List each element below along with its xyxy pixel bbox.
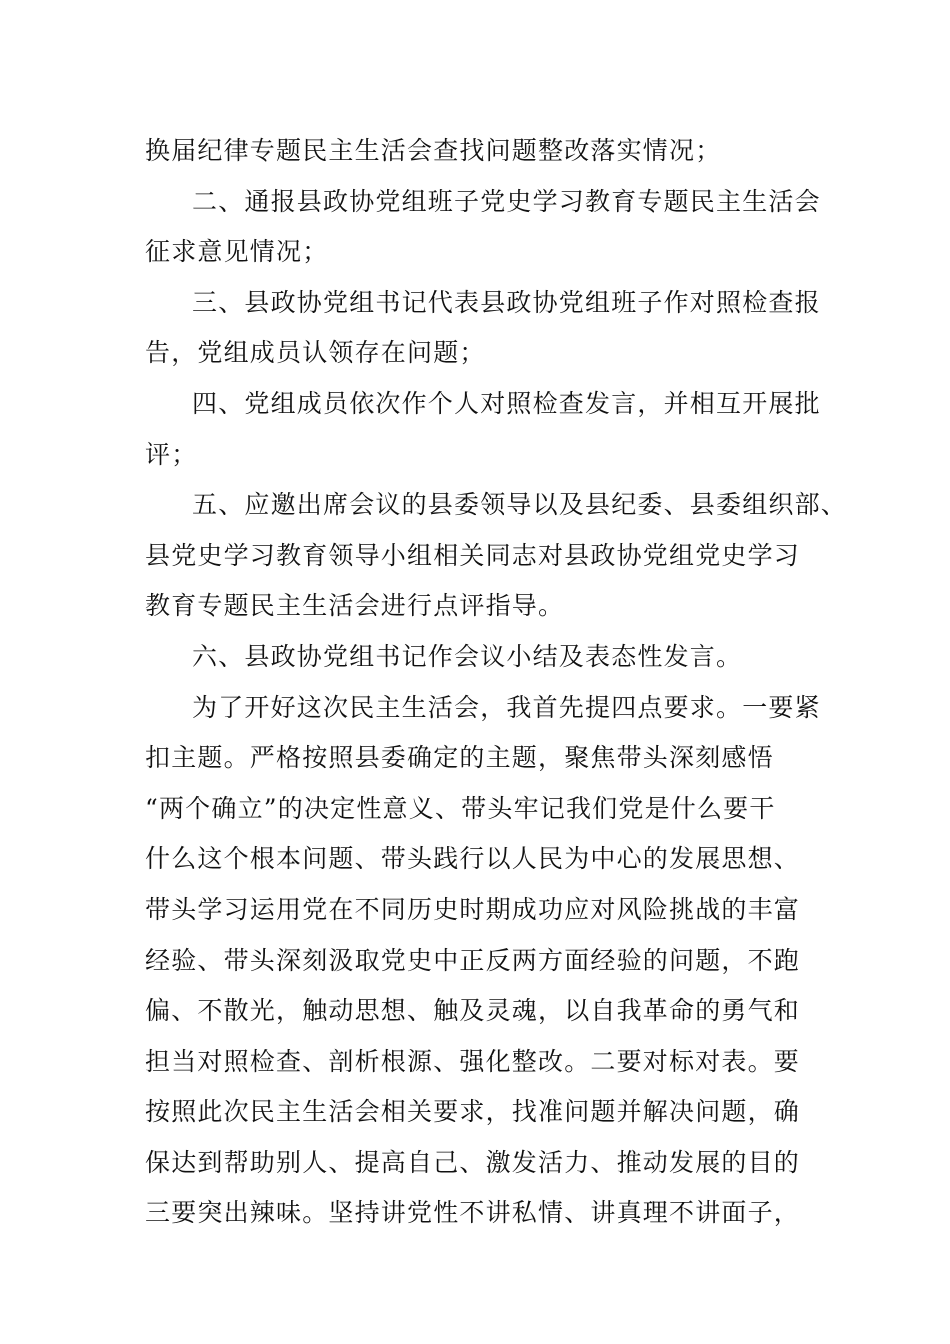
text-line: 换届纪律专题民主生活会查找问题整改落实情况； xyxy=(145,136,722,165)
text-line: 带头学习运用党在不同历史时期成功应对风险挑战的丰富 xyxy=(145,894,801,924)
text-line: 县党史学习教育领导小组相关同志对县政协党组党史学习 xyxy=(145,540,801,570)
text-line: 按照此次民主生活会相关要求，找准问题并解决问题，确 xyxy=(145,1097,801,1127)
text-line: 偏、不散光，触动思想、触及灵魂，以自我革命的勇气和 xyxy=(145,996,801,1026)
text-line: 经验、带头深刻汲取党史中正反两方面经验的问题，不跑 xyxy=(145,945,801,975)
text-line: 为了开好这次民主生活会，我首先提四点要求。一要紧 xyxy=(192,692,821,722)
text-line: 扣主题。严格按照县委确定的主题，聚焦带头深刻感悟 xyxy=(145,743,774,773)
text-line: 征求意见情况； xyxy=(145,237,329,267)
text-line: “两个确立”的决定性意义、带头牢记我们党是什么要干 xyxy=(145,793,776,823)
text-line: 二、通报县政协党组班子党史学习教育专题民主生活会 xyxy=(192,186,821,216)
text-line: 五、应邀出席会议的县委领导以及县纪委、县委组织部、 xyxy=(192,490,848,520)
document-body xyxy=(145,126,848,1239)
text-line: 告，党组成员认领存在问题； xyxy=(145,338,486,368)
text-line: 三要突出辣味。坚持讲党性不讲私情、讲真理不讲面子， xyxy=(145,1198,801,1228)
text-line: 担当对照检查、剖析根源、强化整改。二要对标对表。要 xyxy=(145,1046,801,1076)
text-line: 四、党组成员依次作个人对照检查发言，并相互开展批 xyxy=(192,388,821,418)
text-line: 保达到帮助别人、提高自己、激发活力、推动发展的目的 xyxy=(145,1147,801,1177)
text-line: 评； xyxy=(145,439,198,469)
text-line: 教育专题民主生活会进行点评指导。 xyxy=(145,591,565,621)
text-line: 什么这个根本问题、带头践行以人民为中心的发展思想、 xyxy=(145,844,801,874)
text-line: 六、县政协党组书记作会议小结及表态性发言。 xyxy=(192,641,743,671)
text-line: 三、县政协党组书记代表县政协党组班子作对照检查报 xyxy=(192,287,821,317)
